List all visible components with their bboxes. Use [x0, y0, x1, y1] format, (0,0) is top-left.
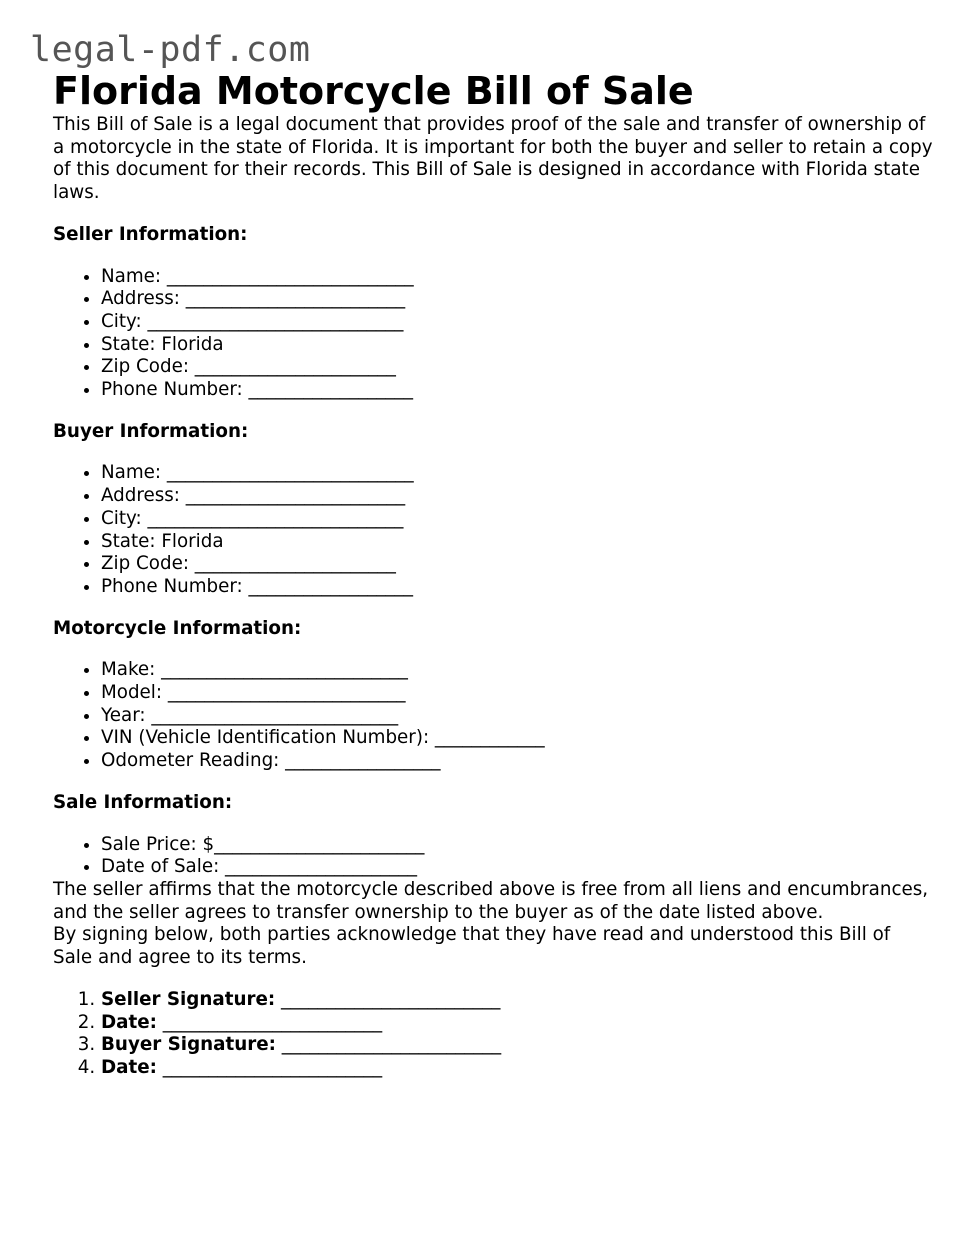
seller-state-field: • State: Florida — [101, 334, 933, 357]
motorcycle-odometer-field: • Odometer Reading: _________________ — [101, 750, 933, 773]
seller-list — [53, 266, 933, 402]
buyer-list — [53, 462, 933, 598]
page-title: Florida Motorcycle Bill of Sale — [53, 69, 694, 113]
motorcycle-vin-field: • VIN (Vehicle Identification Number): ____________ — [101, 727, 933, 750]
seller-phone-field: • Phone Number: __________________ — [101, 379, 933, 402]
seller-signature-line — [101, 989, 933, 1012]
watermark-text: legal-pdf.com — [30, 30, 311, 70]
seller-signature-blank: ________________________ — [275, 988, 501, 1010]
seller-name-field: • Name: ___________________________ — [101, 266, 933, 289]
buyer-state-field: • State: Florida — [101, 531, 933, 554]
buyer-signature-label: Buyer Signature: — [101, 1034, 276, 1056]
seller-date-label: Date: — [101, 1011, 157, 1033]
sale-price-field: • Sale Price: $_______________________ — [101, 834, 933, 857]
buyer-address-field: • Address: ________________________ — [101, 485, 933, 508]
buyer-name-field: • Name: ___________________________ — [101, 462, 933, 485]
buyer-zip-field: • Zip Code: ______________________ — [101, 553, 933, 576]
intro-paragraph: This Bill of Sale is a legal document that provides proof of the sale and transfer of ownership of a motorcycle in the state of Florida. It is important for both the buyer and seller to retain a copy of this document for their records. This Bill of Sale is designed in accordance with Florida state laws. — [53, 114, 933, 204]
buyer-signature-line — [101, 1034, 933, 1057]
buyer-date-line — [101, 1057, 933, 1080]
seller-date-line — [101, 1012, 933, 1035]
seller-zip-field: • Zip Code: ______________________ — [101, 356, 933, 379]
seller-city-field: • City: ____________________________ — [101, 311, 933, 334]
sale-heading: Sale Information: — [53, 791, 233, 813]
seller-signature-label: Seller Signature: — [101, 988, 276, 1010]
seller-heading: Seller Information: — [53, 223, 248, 245]
buyer-date-blank: ________________________ — [156, 1056, 383, 1078]
motorcycle-year-field: • Year: ___________________________ — [101, 705, 933, 728]
motorcycle-list — [53, 659, 933, 773]
buyer-heading: Buyer Information: — [53, 420, 249, 442]
document-body — [53, 68, 933, 1080]
acknowledge-paragraph: By signing below, both parties acknowledge that they have read and understood this Bill of Sale and agree to its terms. — [53, 924, 891, 969]
seller-address-field: • Address: ________________________ — [101, 288, 933, 311]
seller-date-blank: ________________________ — [156, 1011, 383, 1033]
motorcycle-model-field: • Model: __________________________ — [101, 682, 933, 705]
buyer-date-label: Date: — [101, 1056, 157, 1078]
sale-date-field: • Date of Sale: _____________________ — [101, 856, 933, 879]
motorcycle-heading: Motorcycle Information: — [53, 617, 302, 639]
motorcycle-make-field: • Make: ___________________________ — [101, 659, 933, 682]
affirmation-paragraph: The seller affirms that the motorcycle described above is free from all liens and encumbrances, and the seller agrees to transfer ownership to the buyer as of the date listed above. — [53, 878, 929, 923]
buyer-signature-blank: ________________________ — [276, 1034, 502, 1056]
sale-list — [53, 834, 933, 879]
buyer-phone-field: • Phone Number: __________________ — [101, 576, 933, 599]
signature-list — [53, 989, 933, 1080]
buyer-city-field: • City: ____________________________ — [101, 508, 933, 531]
